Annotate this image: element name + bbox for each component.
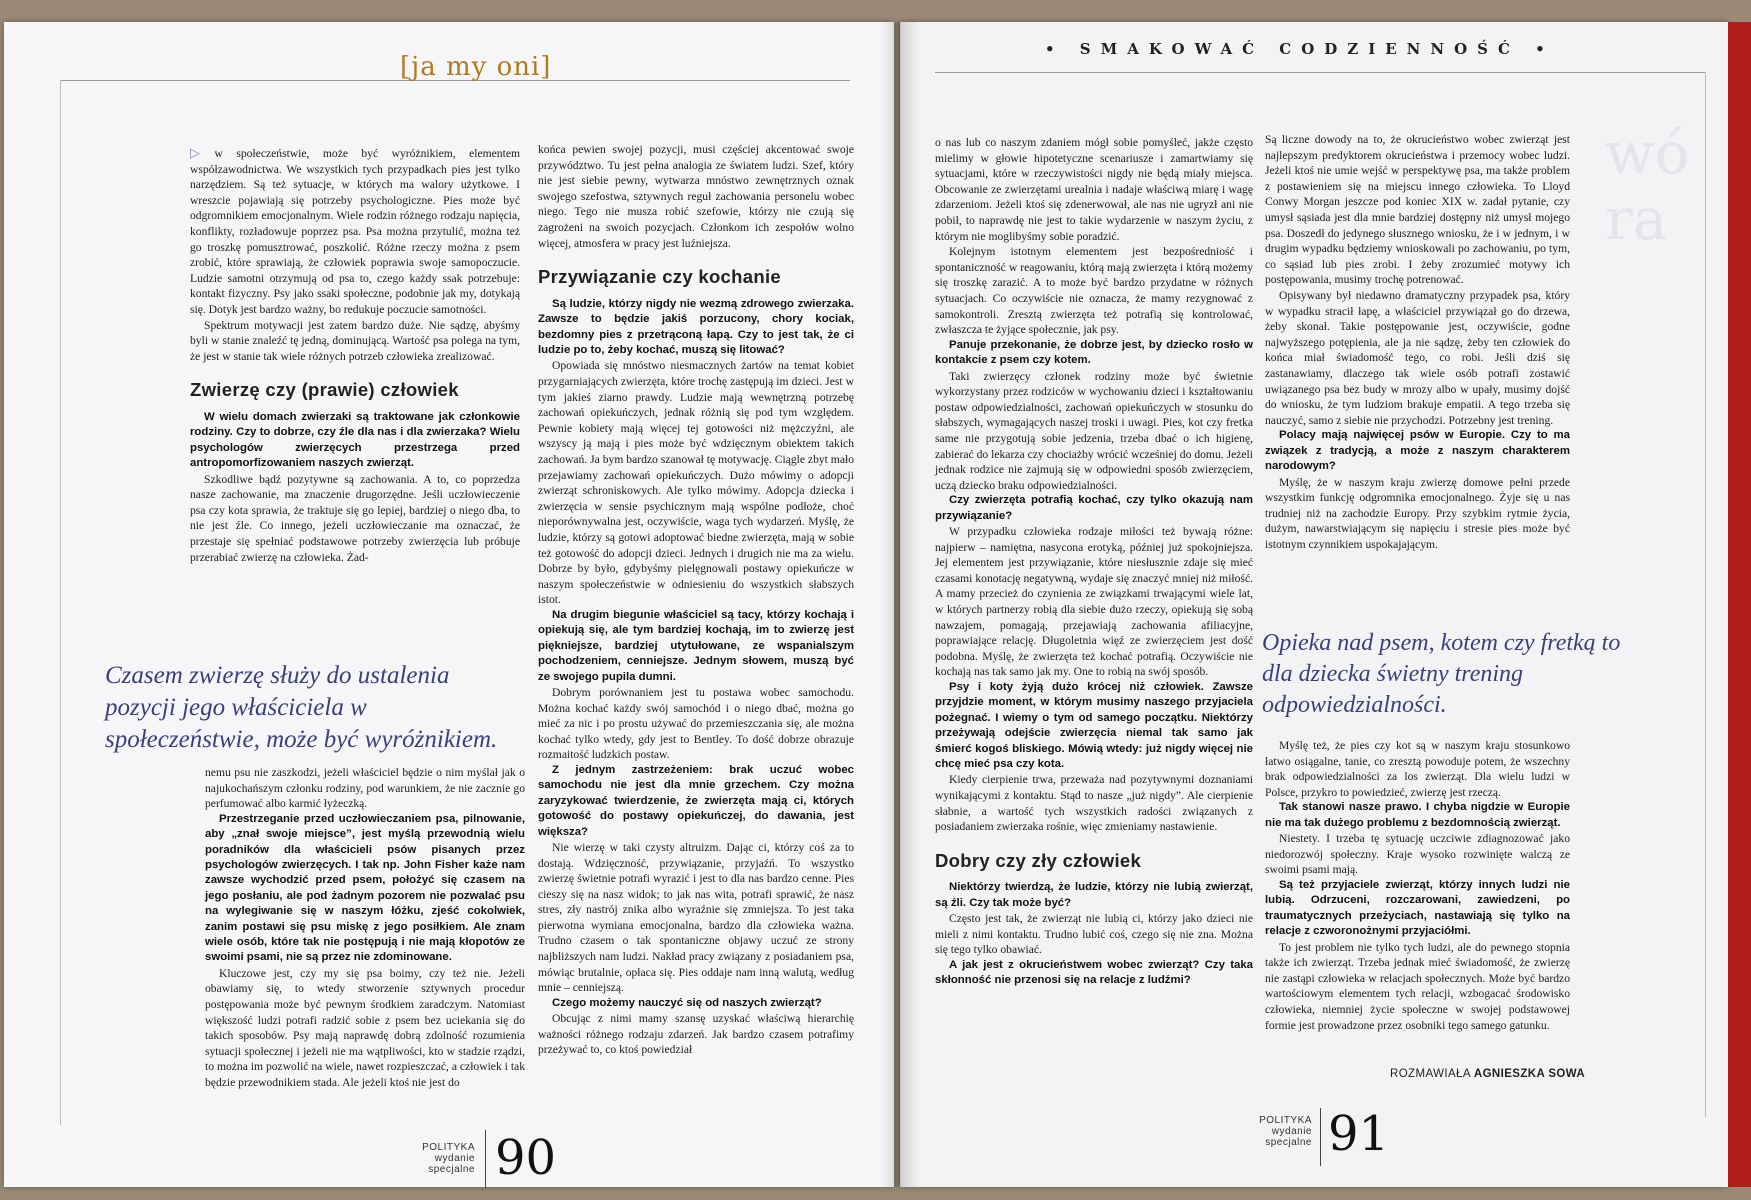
pull-quote-left: Czasem zwierzę służy do ustalenia pozycji jego właściciela w społeczeństwie, może być wyróżnikiem.	[105, 662, 498, 753]
body-paragraph: Opisywany był niedawno dramatyczny przypadek psa, który w wypadku stracił łapę, a właściciel przywiązał go do drzewa, żeby skonał. Takie postępowanie jest, oczywiście, godne najwyższego potępienia, ale ja nie sądzę, żeby ten człowiek do końca miał świadomość tego, co robi. Jeśli dziś się zastanawiamy, dlaczego tak wiele osób potrafi zostawić uwiązanego psa bez budy w mrozy albo w upały, musimy dojść do wniosku, że tym ludziom brakuje empatii. A tego trzeba się nauczyć, samo z siebie nie przychodzi. Potrzebny jest trening.	[1265, 288, 1570, 427]
page-number-left: 90	[495, 1130, 557, 1186]
folio-left-line1: POLITYKA	[422, 1142, 475, 1153]
body-paragraph: W przypadku człowieka rodzaje miłości też bywają różne: najpierw – namiętna, nasycona erotyką, później już spokojniejsza. Jej elementem jest przywiązanie, które niesłusznie zdaje się mieć czasami konotację negatywną, wydaje się znaczyć mniej niż miłość. A mamy przecież do czynienia ze związkami trwającymi wiele lat, w których partnerzy robią dla siebie dużo rzeczy, opiekują się sobą nawzajem, pomagają, przejawiają zachowania afiliacyjne, poprawiające relację. Długoletnia więź ze zwierzęciem jest dość podobna. Myślę, że zwierzęta też kochać potrafią. Oczywiście nie kochają nas tak samo jak my. One to robią na swój sposób.	[935, 525, 1253, 679]
question-paragraph: Na drugim biegunie właściciel są tacy, którzy kochają i opiekują się, ale tym bardziej kochają, im to zwierzę jest piękniejsze, bardziej utytułowane, ze wspanialszym pochodzeniem, cenniejsze. Jednym słowem, muszą być ze swojego pupila dumni.	[538, 608, 854, 683]
folio-left-line2: wydanie	[434, 1153, 475, 1164]
page-gutter	[880, 22, 920, 1187]
byline	[1390, 1068, 1585, 1080]
byline-prefix: ROZMAWIAŁA	[1390, 1068, 1471, 1080]
folio-left	[395, 1142, 475, 1175]
left-margin-rule	[60, 80, 61, 1125]
folio-left-line3: specjalne	[428, 1164, 475, 1175]
folio-right-line3: specjalne	[1265, 1137, 1312, 1148]
body-paragraph: Kolejnym istotnym elementem jest bezpośredniość i spontaniczność w reagowaniu, którą mają zwierzęta i którą możemy się troszkę zarazić. A to może być bardzo przydatne w różnych sytuacjach. Co oczywiście nie oznacza, że mamy rezygnować z samokontroli. Zresztą zwierzęta też potrafią się kontrolować, zwłaszcza te żyjące społecznie, jak psy.	[935, 245, 1253, 337]
question-paragraph: Są ludzie, którzy nigdy nie wezmą zdrowego zwierzaka. Zawsze to będzie jakiś porzucony, chory kociak, bezdomny pies z przetrąconą łapą. Czy to jest tak, że ci ludzie po to, żeby kochać, muszą się litować?	[538, 297, 854, 356]
right-col2-bottom	[1265, 738, 1570, 1033]
question-paragraph: Czego możemy nauczyć się od naszych zwierząt?	[552, 996, 822, 1009]
body-paragraph: Myślę też, że pies czy kot są w naszym kraju stosunkowo łatwo osiągalne, tanie, co zresztą powoduje potem, że wszechny brak odpowiedzialności za los zwierząt. Dla wielu ludzi w Polsce, przykro to powiedzieć, zwierzę jest rzeczą.	[1265, 739, 1570, 799]
body-paragraph: Dobrym porównaniem jest tu postawa wobec samochodu. Można kochać każdy swój samochód i o niego dbać, można go mieć za nic i po prostu używać do przemieszczania się, ale można kochać tylko wtedy, gdy jest to Bentley. To dość dobrze obrazuje rozmaitość ludzkich postaw.	[538, 685, 854, 762]
right-col2	[1265, 132, 1570, 552]
folio-right-divider	[1320, 1108, 1321, 1166]
left-col1-bottom	[205, 765, 525, 1091]
continuation-arrow-icon: ▷	[190, 146, 211, 161]
folio-left-divider	[485, 1130, 486, 1188]
folio-right	[1232, 1115, 1312, 1148]
question-paragraph: Psy i koty żyją dużo krócej niż człowiek. Zawsze przyjdzie moment, w którym musimy naszego przyjaciela pożegnać. I wiemy o tym od samego początku. Niektórzy przeżywają odejście zwierzęcia niemal tak samo jak śmierć kogoś bliskiego. Mówią wtedy: już nigdy więcej nie chcę mieć psa czy kota.	[935, 681, 1253, 771]
question-paragraph: Polacy mają najwięcej psów w Europie. Czy to ma związek z tradycją, a może z naszym charakterem narodowym?	[1265, 429, 1570, 473]
section-tag-right: • SMAKOWAĆ CODZIENNOŚĆ •	[1045, 40, 1555, 58]
heading-przywiazanie: Przywiązanie czy kochanie	[538, 266, 781, 288]
question-paragraph: Tak stanowi nasze prawo. I chyba nigdzie w Europie nie ma tak dużego problemu z bezdomnością zwierząt.	[1265, 801, 1570, 829]
folio-right-line2: wydanie	[1271, 1126, 1312, 1137]
body-paragraph: Szkodliwe bądź pozytywne są zachowania. A to, co poprzedza nasze zachowanie, ma znaczenie drugorzędne. Jeśli uczłowieczenie psa czy kota sprawia, że traktuje się go lepiej, bardziej o niego dba, to nie jest źle. Co innego, jeżeli uczłowieczanie ma oznaczać, że przestaje się spełniać podstawowe potrzeby zwierzęcia lub próbuje przerabiać zwierzę na człowieka. Żad-	[190, 472, 520, 564]
page-number-right: 91	[1328, 1106, 1390, 1162]
body-paragraph: Nie wierzę w taki czysty altruizm. Dając ci, którzy coś za to dostają. Wdzięczność, przywiązanie, przyjaźń. To wszystko zwierzę świetnie potrafi wyrazić i jest to dla nas bardzo cenne. Pies cieszy się na nasz widok; to jak nas wita, potrafi sprawić, że nasz stres, zły nastrój znika albo wyraźnie się zmniejsza. To jest taka pierwotna wymiana emocjonalna, bardzo dla człowieka ważna. Trudno czasem o tak spontaniczne objawy uczuć ze strony najbliższych nam ludzi. Nakład pracy związany z posiadaniem psa, mówiąc brutalnie, opłaca się. Pies oddaje nam inną walutą, według mnie – cenniejszą.	[538, 840, 854, 995]
bleed-through-text: wó ra	[1605, 119, 1690, 253]
folio-right-line1: POLITYKA	[1259, 1115, 1312, 1126]
question-paragraph: Niektórzy twierdzą, że ludzie, którzy nie lubią zwierząt, są źli. Czy tak może być?	[935, 881, 1253, 909]
left-col1-top	[190, 146, 520, 565]
body-paragraph: Kluczowe jest, czy my się psa boimy, czy też nie. Jeżeli obawiamy się, to wtedy stworzenie sztywnych procedur postępowania może być pewnym środkiem zaradczym. Natomiast większość ludzi potrafi radzić sobie z psem bez uciekania się do takich sposobów. Psy mają naprawdę dobrą zdolność rozumienia sytuacji społecznej i jeżeli nie ma wątpliwości, kto w stadzie rządzi, to można im pozwolić na wiele, nawet rozpieszczać, a człowiek i tak będzie przewodnikiem stada. Ale jeżeli ktoś nie jest do	[205, 966, 525, 1089]
left-col2	[538, 142, 854, 1058]
body-paragraph: Taki zwierzęcy członek rodziny może być świetnie wykorzystany przez rodziców w wychowaniu dzieci i kształtowaniu postaw odpowiedzialności, zachowań opiekuńczych w stosunku do słabszych, wymagających naszej troski i uwagi. Pies, kot czy fretka same nie przygotują sobie jedzenia, trzeba dbać o ich higienę, zabierać do lekarza czy chociażby wrócić wcześniej do domu. Jeżeli jednak rodzice nie zajmują się w odpowiedni sposób zwierzęciem, uczą dziecko braku odpowiedzialności.	[935, 369, 1253, 492]
body-paragraph: Opowiada się mnóstwo niesmacznych żartów na temat kobiet przygarniających zwierzęta, które trochę zastępują im dzieci. Jest w tym jakieś ziarno prawdy. Ludzie mają wewnętrzną potrzebę zachowań opiekuńczych, jednak różnią się pod tym względem. Pewnie kobiety mają więcej tej gotowości niż mężczyźni, ale wszyscy ją mają i pies może być wdzięcznym obiektem takich zachowań. Ja bym bardzo szanował tę motywację. Ciągle zbyt mało przejawiamy zachowań opiekuńczych. Dużo mówimy o adopcji zwierząt schroniskowych. Ale tylko mówimy. Adopcja dziecka i zwierzęcia w sensie psychicznym mają wspólne podłoże, choć nieporównywalna jest, oczywiście, waga tych wydarzeń. Myślę, że ludzie, którzy są gotowi adoptować biedne zwierzęta, mają w sobie też gotowość do adopcji dzieci. Jednych i drugich nie ma za wielu. Dobrze by było, gdybyśmy pielęgnowali postawy opiekuńcze w naszym społeczeństwie w odniesieniu do wszystkich słabszych istot.	[538, 359, 854, 607]
body-paragraph: Spektrum motywacji jest zatem bardzo duże. Nie sądzę, abyśmy byli w stanie znaleźć tę jedną, dominującą. Wartość psa polega na tym, że jest w stanie tak wiele różnych potrzeb człowieka zrealizować.	[190, 318, 520, 363]
body-paragraph: końca pewien swojej pozycji, musi częściej akcentować swoje przywództwo. Tu jest pełna analogia ze światem ludzi. Szef, który nie jest siebie pewny, wytwarza mnóstwo zewnętrznych oznak swojego szefostwa, sztywnych reguł zachowania personelu wobec niego. Tego nie musza robić szefowie, którzy nie czują się zagrożeni na swoich pozycjach. Członkom ich zespołów wolno więcej, atmosfera w pracy jest luźniejsza.	[538, 143, 854, 250]
body-paragraph: Często jest tak, że zwierząt nie lubią ci, którzy jako dzieci nie mieli z nimi kontaktu. Trudno lubić coś, czego się nie zna. Można się tego tylko obawiać.	[935, 912, 1253, 957]
question-paragraph: A jak jest z okrucieństwem wobec zwierząt? Czy taka skłonność nie przenosi się na relacje z ludźmi?	[935, 959, 1253, 987]
body-paragraph: To jest problem nie tylko tych ludzi, ale do pewnego stopnia także ich zwierząt. Trzeba jednak mieć świadomość, że zwierzę nie zastąpi człowieka w relacjach społecznych. Może być bardzo wartościowym elementem tych relacji, wzbogacać środowisko człowieka, niemniej życie społeczne w swojej podstawowej formie jest prowadzone przez osobniki tego samego gatunku.	[1265, 940, 1570, 1032]
byline-name: AGNIESZKA SOWA	[1473, 1068, 1586, 1080]
body-paragraph: Są liczne dowody na to, że okrucieństwo wobec zwierząt jest najlepszym predyktorem okrucieństwa i przemocy wobec ludzi. Jeżeli ktoś nie umie wejść w perspektywę psa, ma także problem z postawieniem się na miejscu innego człowieka. To Lloyd Conwy Morgan jeszcze pod koniec XIX w. zadał pytanie, czy umysł sąsiada jest dla mnie bardziej dostępny niż umysł mojego psa. Doszedł do jedynego słusznego wniosku, że i w jednym, i w drugim wypadku będziemy wnioskowali po zachowaniu, po tym, co sąsiad lub pies zrobi. I żeby zrozumieć motywy ich postępowania, musimy trochę potrenować.	[1265, 133, 1570, 287]
body-paragraph: ▷ w społeczeństwie, może być wyróżnikiem, elementem współzawodnictwa. We wszystkich tych przypadkach pies jest tylko narzędziem. Są też sytuacje, w których ma walory użytkowe. I wreszcie pojawiają się potrzeby psychologiczne. Pies może być odgromnikiem emocjonalnym. Wiele rodzin różnego rodzaju napięcia, konflikty, rozładowuje poprzez psa. Psa można przytulić, można też go troszkę pomusztrować, poszkolić. Różne rzeczy można z psem zrobić, które sprawiają, że człowiek poprawia swoje samopoczucie. Ludzie samotni otrzymują od psa to, czego każdy ssak potrzebuje: kontakt fizyczny. Psy jako ssaki społeczne, podobnie jak my, dotykają się. Dotyk jest bardzo ważny, bo redukuje poczucie samotności.	[190, 146, 520, 316]
question-paragraph: Są też przyjaciele zwierząt, którzy innych ludzi nie lubią. Odrzuceni, rozczarowani, zawiedzeni, po traumatycznych przeżyciach, nastawiają się tylko na relacje z czworonożnymi przyjaciółmi.	[1265, 878, 1570, 938]
question-paragraph: Z jednym zastrzeżeniem: brak uczuć wobec samochodu nie jest dla mnie grzechem. Czy można zaryzykować twierdzenie, że zwierzęta mają ci, których gotowość do postawy opiekuńczej, do dawania, jest większa?	[538, 763, 854, 838]
question-paragraph: Panuje przekonanie, że dobrze jest, by dziecko rosło w kontakcie z psem czy kotem.	[935, 338, 1253, 367]
body-paragraph: o nas lub co naszym zdaniem mógł sobie pomyśleć, jakże często mielimy w głowie hipotetyczne scenariusze i zamartwiamy się sytuacjami, które w rzeczywistości nigdy nie będą miały miejsca. Obcowanie ze zwierzętami urealnia i nadaje właściwą miarę i wagę zdarzeniom. Jeżeli ktoś się zdenerwował, ale nas nie ugryzł ani nie pobił, to naprawdę nie jest to takie wydarzenie w naszym życiu, z którym nie moglibyśmy sobie poradzić.	[935, 136, 1253, 243]
heading-dobry: Dobry czy zły człowiek	[935, 849, 1142, 871]
body-paragraph: Niestety. I trzeba tę sytuację uczciwie zdiagnozować jako niedorozwój społeczny. Kraje wysoko rozwinięte walczą ze swoimi psami mają.	[1265, 832, 1570, 877]
question-paragraph: Przestrzeganie przed uczłowieczaniem psa, pilnowanie, aby „znał swoje miejsce”, jest myślą przewodnią wielu poradników dla właścicieli psów pisanych przez psychologów zwierzęcych. I tak np. John Fisher każe nam zawsze wychodzić przed psem, położyć się czasem na jego posłaniu, ale pod żadnym pozorem nie pozwalać psu na wylegiwanie się w naszym łóżku, zjeść cokolwiek, zanim postawi się psu miskę z jego posiłkiem. Ale znam wiele osób, które tak nie postępują i nie mają kłopotów ze swoimi psami, nie są przez nie zdominowane.	[205, 812, 525, 964]
body-paragraph: Obcując z nimi mamy szansę uzyskać właściwą hierarchię ważności różnego rodzaju zdarzeń. Jak bardzo czasem potrafimy przeżywać to, co ktoś powiedział	[538, 1012, 854, 1057]
question-paragraph: W wielu domach zwierzaki są traktowane jak członkowie rodziny. Czy to dobrze, czy źle dla nas i dla zwierzaka? Wielu psychologów zwierzęcych przestrzega przed antropomorfizowaniem naszych zwierząt.	[190, 410, 520, 470]
question-paragraph: Czy zwierzęta potrafią kochać, czy tylko okazują nam przywiązanie?	[935, 494, 1253, 522]
heading-zwierze: Zwierzę czy (prawie) człowiek	[190, 379, 459, 401]
body-paragraph: nemu psu nie zaszkodzi, jeżeli właściciel będzie o nim myślał jak o najukochańszym członku rodziny, pod warunkiem, że nie zacznie go perfumować albo karmić łyżeczką.	[205, 766, 525, 811]
section-tag-left: [ja my oni]	[400, 52, 552, 82]
right-header-rule	[935, 72, 1705, 73]
body-paragraph: Myślę, że w naszym kraju zwierzę domowe pełni przede wszystkim funkcję odgromnika emocjonalnego. Żyje się u nas trudniej niż na zachodzie Europy. Przy szybkim rytmie życia, dużym, nawarstwiającym się napięciu i stresie pies może być istotnym czynnikiem uspokajającym.	[1265, 475, 1570, 551]
body-paragraph: Kiedy cierpienie trwa, przeważa nad pozytywnymi doznaniami wynikającymi z kontaktu. Stąd to nasze „już nigdy”. Ale cierpienie słabnie, a wartość tych wszystkich radości związanych z posiadaniem zwierzaka rośnie, więc zmieniamy nastawienie.	[935, 773, 1253, 834]
right-col1	[935, 135, 1253, 989]
pull-quote-right: Opieka nad psem, kotem czy fretką to dla dziecka świetny trening odpowiedzialności.	[1262, 630, 1621, 718]
